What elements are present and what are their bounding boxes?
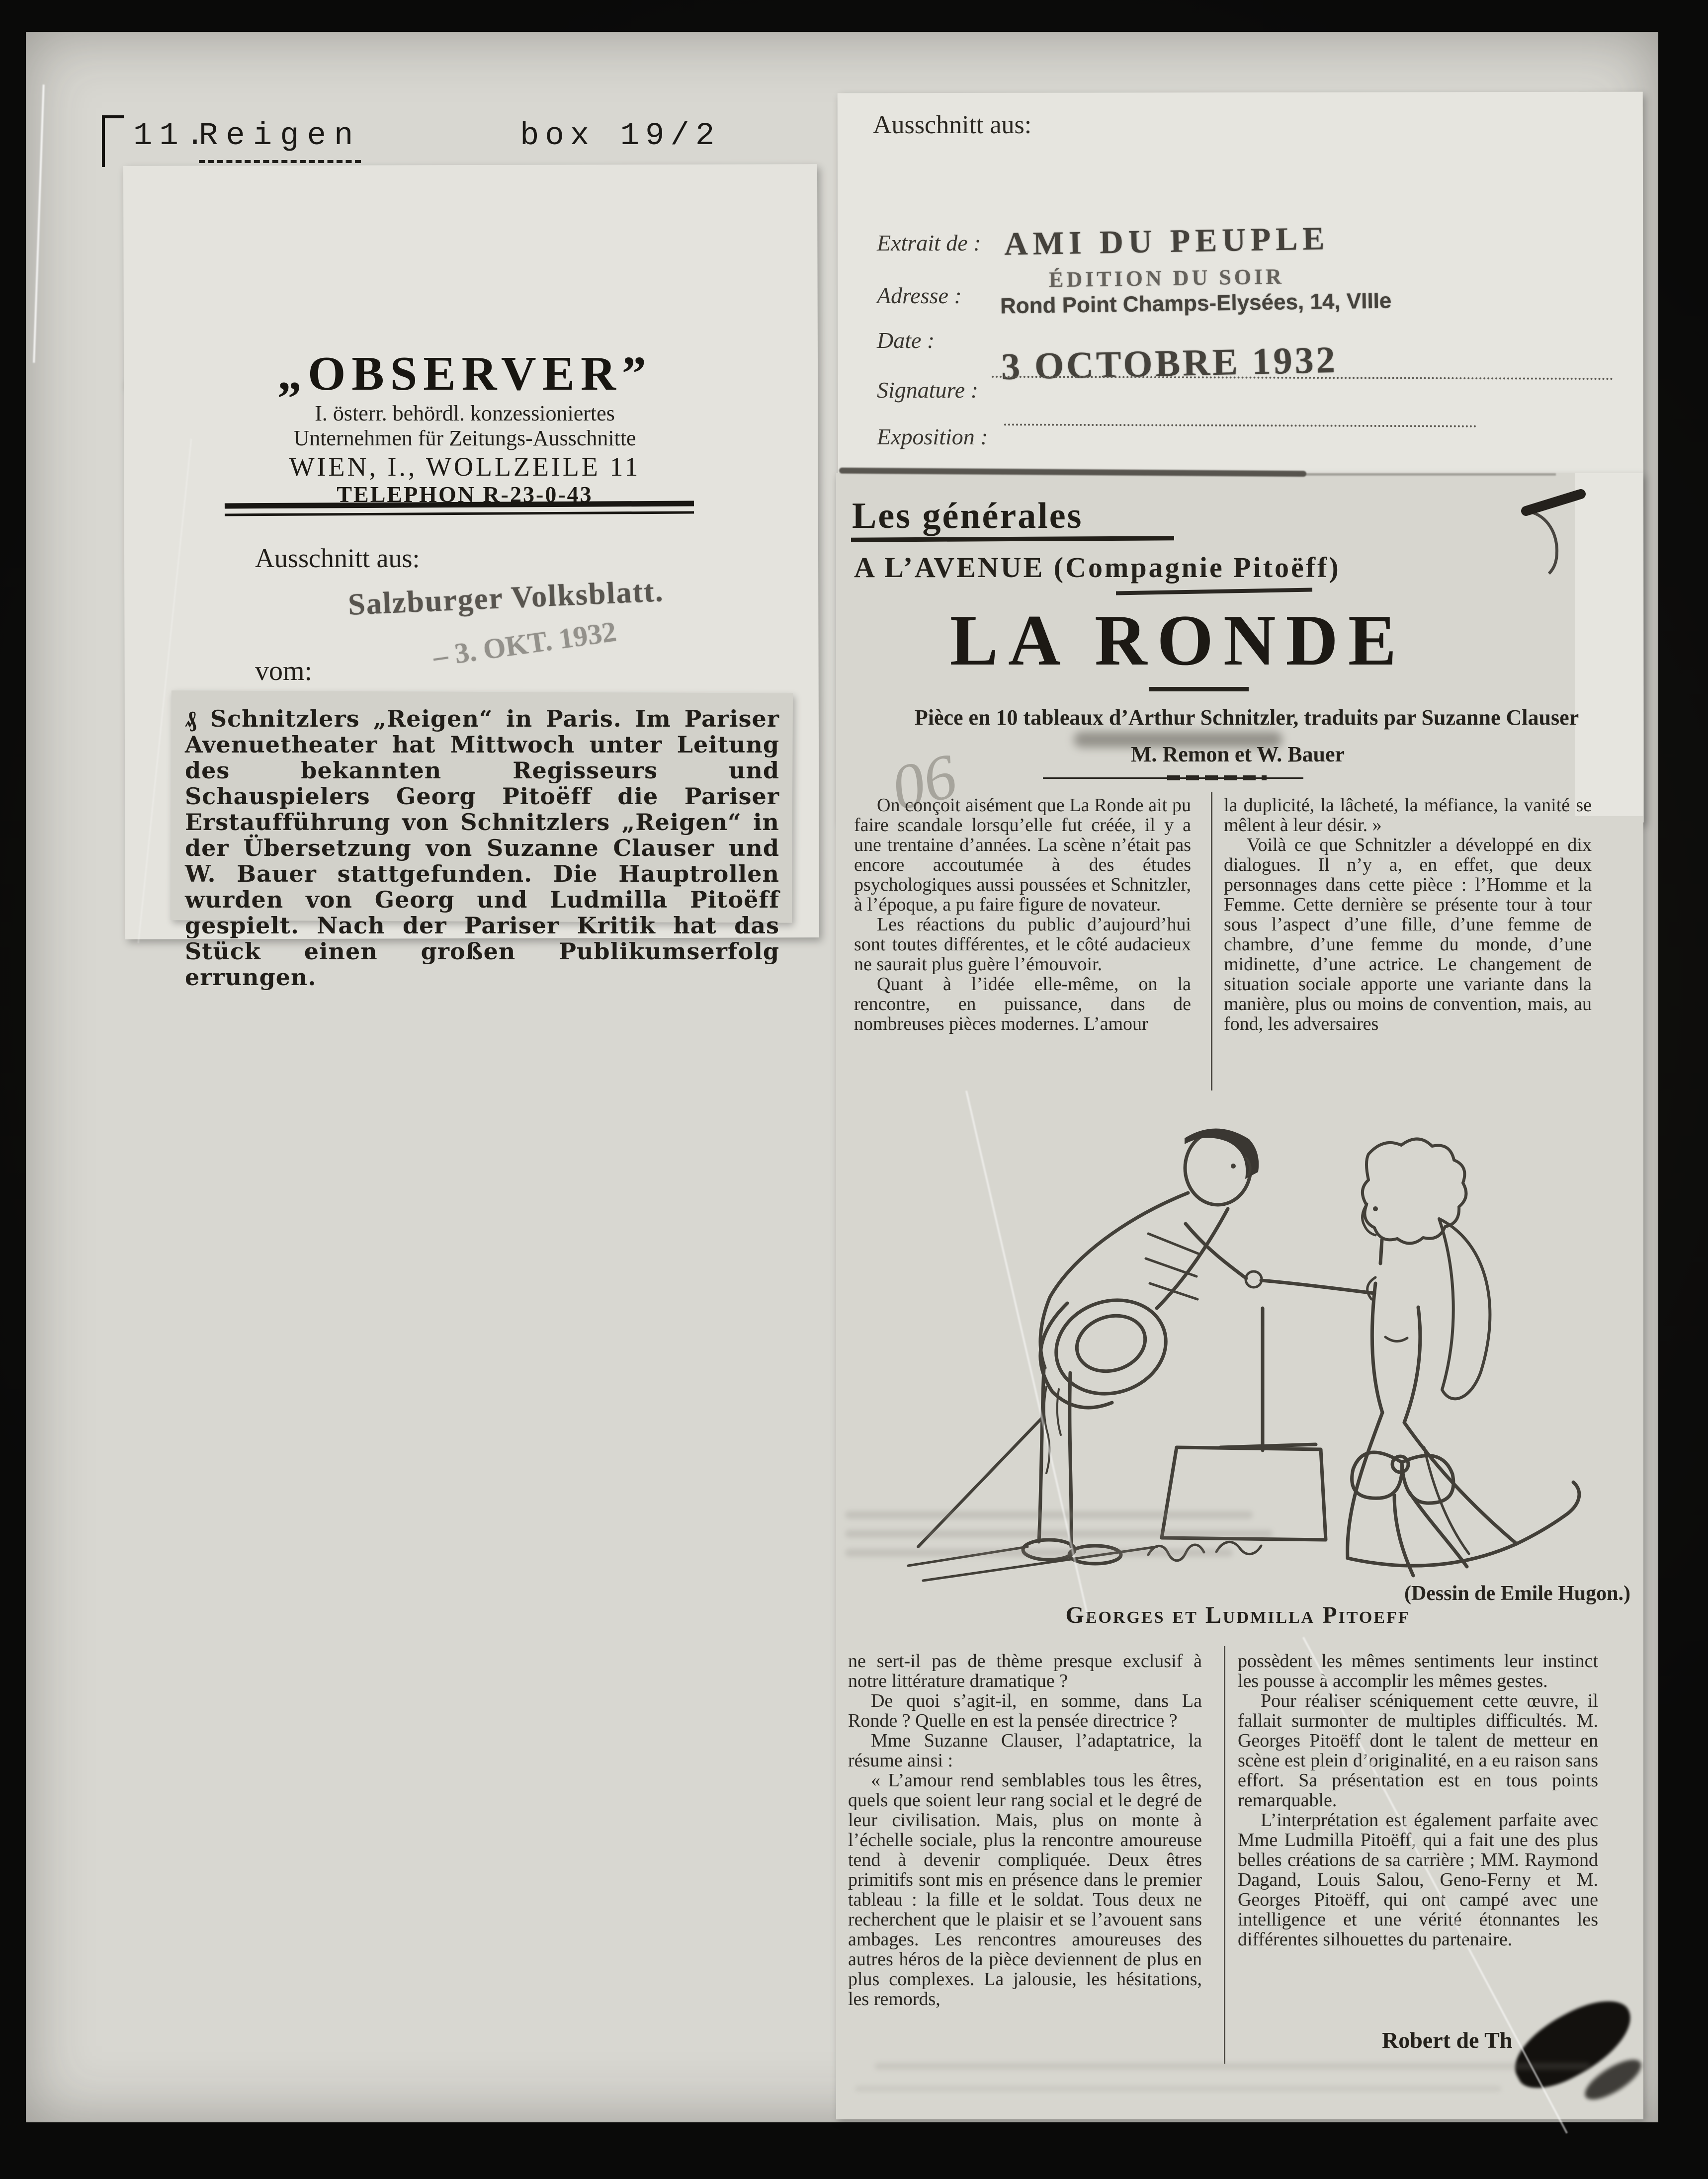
article-title: LA RONDE xyxy=(949,600,1407,680)
date-stamp: 3 OCTOBRE 1932 xyxy=(1001,338,1338,388)
form-date-label: Date : xyxy=(877,328,935,353)
paragraph: Quant à l’idée elle-même, on la rencontre, en puissance, dans de nombreuses pièces modernes. L’amour xyxy=(854,974,1191,1034)
observer-date-label: vom: xyxy=(255,656,313,686)
hand-kiss-illustration xyxy=(877,1069,1613,1586)
form-extrait-label: Extrait de : xyxy=(877,230,981,255)
show-through-text xyxy=(845,1530,1273,1538)
paragraph: Mme Suzanne Clauser, l’adaptatrice, la résume ainsi : xyxy=(848,1730,1202,1771)
archive-item-number: 11. xyxy=(133,118,212,154)
show-through-text xyxy=(845,1549,1233,1557)
form-signature-label: Signature : xyxy=(877,377,978,403)
archive-box-number: box 19/2 xyxy=(520,118,721,154)
archive-bracket-mark xyxy=(102,115,124,167)
subtitle-ornament-rule xyxy=(1043,775,1303,780)
article-byline: Robert de Th xyxy=(1382,2027,1513,2053)
article-subtitle-line2: M. Remon et W. Bauer xyxy=(1130,742,1345,766)
column-divider-lower xyxy=(1224,1646,1225,2064)
article-subtitle-line1: Pièce en 10 tableaux d’Arthur Schnitzler, traduits par Suzanne Clauser xyxy=(914,705,1579,730)
article-venue: A L’AVENUE (Compagnie Pitoëff) xyxy=(854,551,1341,584)
article-column-3 xyxy=(848,1651,1202,2009)
observer-bureau-name: „OBSERVER” xyxy=(277,347,652,401)
show-through-band xyxy=(875,2063,1591,2070)
observer-bureau-address: WIEN, I., WOLLZEILE 11 xyxy=(289,452,641,482)
newspaper-name-stamp: AMI DU PEUPLE xyxy=(1004,220,1330,262)
form-exposition-label: Exposition : xyxy=(877,424,988,449)
address-stamp: Rond Point Champs-Elysées, 14, VIIIe xyxy=(1000,288,1392,319)
source-newspaper-stamp: Salzburger Volksblatt. xyxy=(347,574,665,622)
paragraph: « L’amour rend semblables tous les êtres, quels que soient leur rang social et le degré de leur civilisation. Mais, plus on monte à l’échelle sociale, plus la rencontre amoureuse tend à devenir compliquée. Deux êtres primitifs sont mis en présence dans le premier tableau : la fille et le soldat. Tous deux ne recherchent que le plaisir et se l’avouent sans ambages. Les rencontres amoureuses des autres héros de la pièce deviennent de plus en plus complexes. La jalousie, les hésitations, les remords, xyxy=(848,1770,1202,2010)
column-divider-upper xyxy=(1211,792,1212,1090)
observer-cutout-label: Ausschnitt aus: xyxy=(255,543,420,573)
observer-double-rule xyxy=(225,501,694,516)
archive-item-title: Reigen xyxy=(199,118,361,163)
clipping-date-stamp: – 3. OKT. 1932 xyxy=(431,615,618,673)
observer-bureau-phone: TELEPHON R-23-0-43 xyxy=(337,482,593,507)
pencil-annotation: 06 xyxy=(884,740,964,824)
paragraph: la duplicité, la lâcheté, la méfiance, la vanité se mêlent à leur désir. » xyxy=(1224,795,1592,836)
observer-bureau-line1: I. österr. behördl. konzessioniertes xyxy=(315,401,615,425)
drawing-caption-names: Georges et Ludmilla Pitoeff xyxy=(1065,1602,1410,1628)
paragraph: L’interprétation est également parfaite avec Mme Ludmilla Pitoëff, qui a fait une des plus belles créations de sa carrière ; MM. Raymond Dagand, Louis Salou, Geno-Ferny et M. Georges Pitoëff, qui ont campé avec une intelligence et une vérité étonnantes les différentes silhouettes du partenaire. xyxy=(1238,1810,1598,1950)
paragraph: De quoi s’agit-il, en somme, dans La Ronde ? Quelle en est la pensée directrice ? xyxy=(848,1690,1202,1731)
ink-check-mark xyxy=(1506,487,1591,577)
paragraph: Les réactions du public d’aujourd’hui sont toutes différentes, et le côté audacieux ne saurait plus guère l’émouvoir. xyxy=(854,914,1191,975)
form-adresse-label: Adresse : xyxy=(877,283,962,308)
paragraph: On conçoit aisément que La Ronde ait pu faire scandale lorsqu’elle fut créée, il y a une trentaine d’années. La scène n’était pas encore accoutumée à des études psychologiques aussi poussées et Schnitzler, à l’époque, a pu faire figure de novateur. xyxy=(854,795,1191,915)
form-cutout-label: Ausschnitt aus: xyxy=(873,111,1032,139)
observer-bureau-line2: Unternehmen für Zeitungs-Ausschnitte xyxy=(293,426,636,450)
paragraph: ne sert-il pas de thème presque exclusif à notre littérature dramatique ? xyxy=(848,1651,1202,1691)
german-clipping-text: ₰ Schnitzlers „Reigen“ in Paris. Im Pariser Avenuetheater hat Mittwoch unter Leitung des bekannten Regisseurs und Schauspielers Georg Pitoëff die Pariser Erstaufführung von Schnitzlers „Reigen“ in der Übersetzung von Suzanne Clauser und W. Bauer stattgefunden. Die Hauptrollen wurden von Georg und Ludmilla Pitoëff gespielt. Nach der Pariser Kritik hat das Stück einen großen Publikumserfolg errungen. xyxy=(185,705,779,991)
drawing-credit: (Dessin de Emile Hugon.) xyxy=(1404,1582,1630,1605)
article-column-4 xyxy=(1238,1651,1598,1949)
article-column-2 xyxy=(1224,795,1592,1034)
article-rubric: Les générales xyxy=(852,496,1083,536)
article-column-1 xyxy=(854,795,1191,1034)
paragraph: possèdent les mêmes sentiments leur instinct les pousse à accomplir les mêmes gestes. xyxy=(1238,1651,1598,1691)
title-rule xyxy=(1149,687,1249,691)
paragraph: Pour réaliser scéniquement cette œuvre, il fallait surmonter de multiples difficultés. M. Georges Pitoëff dont le talent de metteur en scène est plein d’originalité, en a eu raison sans effort. Sa présentation est en tous points remarquable. xyxy=(1238,1690,1598,1811)
show-through-text xyxy=(845,1511,1253,1519)
paragraph: Voilà ce que Schnitzler a développé en dix dialogues. Il n’y a, en effet, que deux personnages dans cette pièce : l’Homme et la Femme. Cette dernière se présente tour à tour sous l’aspect d’une fille, d’une femme de chambre, d’une femme du monde, d’une midinette, d’une actrice. Le changement de situation sociale apporte une variante dans la manière, plus ou moins de convention, mais, au fond, les adversaires xyxy=(1224,835,1592,1034)
show-through-band xyxy=(855,2086,1501,2092)
clipping-torn-edge-faint xyxy=(1297,473,1556,476)
edition-stamp: ÉDITION DU SOIR xyxy=(1048,264,1285,292)
